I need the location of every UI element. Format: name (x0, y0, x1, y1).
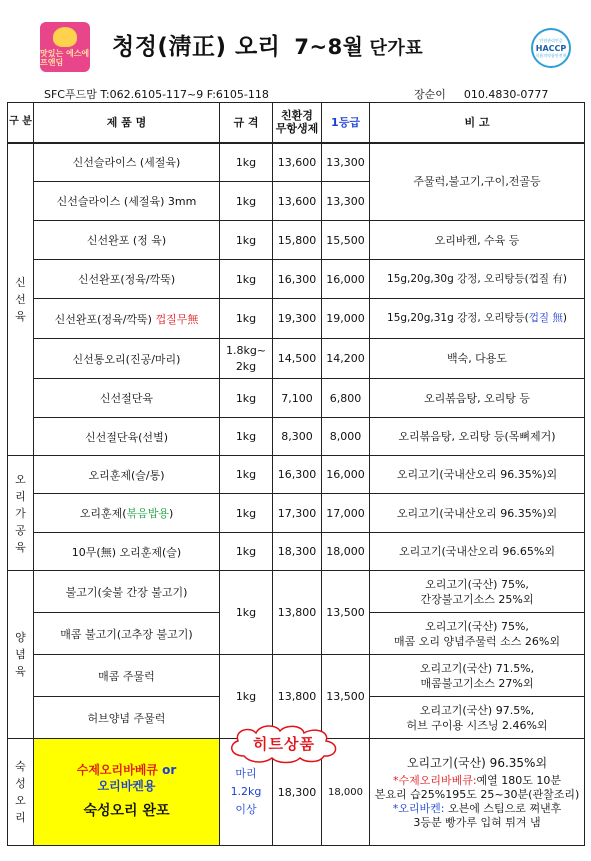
note (370, 299, 585, 339)
col-note: 비 고 (370, 103, 585, 143)
note-main: 오리고기(국산) 96.35%외 (406, 756, 548, 770)
haccp-seal-icon (531, 28, 571, 68)
grade-price: 16,000 (322, 260, 370, 299)
note-line: 오리고기(국산) 75%, (425, 619, 529, 633)
spec (220, 339, 273, 379)
col-eco-line2: 무항생제 (275, 122, 319, 136)
note-blue: *오리바켄: (392, 802, 445, 815)
table-row (8, 221, 585, 260)
note-line: 오리고기(국산) 75%, (425, 577, 529, 591)
spec-line: 이상 (235, 803, 257, 816)
note-blue: 껍질 無 (528, 312, 563, 324)
note (370, 697, 585, 739)
product-name-red: 껍질무無 (155, 312, 199, 326)
product-name: 불고기(숯불 간장 불고기) (34, 571, 220, 613)
table-row (8, 339, 585, 379)
manager-phone: 010.4830-0777 (463, 88, 549, 101)
product-name-green: 볶음밥용 (126, 507, 169, 520)
table-row (8, 655, 585, 697)
section-processed (8, 456, 34, 571)
section-char: 념 (15, 648, 26, 661)
grade-price: 8,000 (322, 418, 370, 456)
grade-price: 18,000 (322, 739, 370, 846)
featured-product (34, 739, 220, 846)
note (370, 655, 585, 697)
eco-price: 13,600 (273, 182, 322, 221)
note-line: 본요리 습25%195도 25~30분(관찰조리) (374, 788, 580, 801)
section-char: 숙 (15, 760, 26, 773)
product-name: 신선통오리(진공/마리) (34, 339, 220, 379)
col-category: 구 분 (8, 103, 34, 143)
section-char: 오 (15, 472, 26, 486)
eco-price: 14,500 (273, 339, 322, 379)
eco-price: 7,100 (273, 379, 322, 418)
eco-price: 18,300 (273, 739, 322, 846)
section-char: 신 (15, 275, 26, 289)
product-name (34, 299, 220, 339)
note-red: *수제오리바베큐: (392, 774, 477, 787)
note: 오리볶음탕, 오리탕 등 (370, 379, 585, 418)
spec: 1kg (220, 221, 273, 260)
note: 주물럭,불고기,구이,전골등 (370, 143, 585, 221)
spec: 1kg (220, 379, 273, 418)
title-tag: 단가표 (369, 38, 424, 59)
section-char: 리 (15, 811, 26, 824)
spec: 1kg (220, 260, 273, 299)
product-name: 신선절단육 (34, 379, 220, 418)
eco-price: 19,300 (273, 299, 322, 339)
spec-line: 1.2kg (230, 785, 262, 798)
haccp-main-text: HACCP (535, 43, 567, 53)
section-seasoned (8, 571, 34, 739)
manager-name: 장순이 (414, 88, 446, 101)
note-line (370, 802, 584, 816)
spec-line: 2kg (235, 359, 257, 373)
hit-product-badge (222, 722, 346, 764)
product-name: 매콤 불고기(고추장 불고기) (34, 613, 220, 655)
product-name: 신선슬라이스 (세절육) 3mm (34, 182, 220, 221)
table-header-row (8, 103, 585, 143)
section-char: 가 (15, 506, 26, 520)
grade-price: 13,300 (322, 182, 370, 221)
note (370, 571, 585, 613)
note: 백숙, 다용도 (370, 339, 585, 379)
note-line: 매콤불고기소스 27%외 (420, 676, 534, 690)
spec-line: 1.8kg~ (225, 343, 267, 357)
haccp-top-text: 안전관리인증 (539, 37, 563, 43)
spec: 1kg (220, 571, 273, 655)
section-char: 육 (15, 309, 26, 323)
table-row (8, 456, 585, 494)
product-name: 신선완포(정육/깍뚝) (34, 260, 220, 299)
table-row (8, 260, 585, 299)
contact-info: SFC푸드맘 T:062.6105-117~9 F:6105-118 (44, 88, 269, 101)
product-name: 신선절단육(선별) (34, 418, 220, 456)
spec: 1kg (220, 494, 273, 533)
grade-price: 16,000 (322, 456, 370, 494)
product-name: 매콤 주물럭 (34, 655, 220, 697)
spec: 1kg (220, 182, 273, 221)
col-eco-line1: 친환경 (281, 109, 313, 123)
col-grade: 1등급 (322, 103, 370, 143)
spec: 1kg (220, 456, 273, 494)
section-aged (8, 739, 34, 846)
featured-name-1: 수제오리바베큐 (76, 763, 158, 777)
section-char: 성 (15, 777, 26, 790)
logo-text: 맛있는 에스에프앤딤 (40, 49, 90, 67)
section-fresh (8, 143, 34, 456)
eco-price: 8,300 (273, 418, 322, 456)
table-row (8, 418, 585, 456)
grade-price: 13,500 (322, 655, 370, 739)
table-row (8, 143, 585, 182)
note (370, 739, 585, 846)
product-name: 신선슬라이스 (세절육) (34, 143, 220, 182)
col-eco (273, 103, 322, 143)
note: 오리볶음탕, 오리탕 등(목뼈제거) (370, 418, 585, 456)
note-text: 오븐에 스팀으로 쪄낸후 (444, 802, 562, 815)
featured-name-2: 오리바켄용 (97, 779, 156, 793)
section-char: 공 (15, 523, 26, 537)
grade-price: 17,000 (322, 494, 370, 533)
company-logo (40, 22, 90, 72)
note: 오리바켄, 수육 등 (370, 221, 585, 260)
col-spec: 규 격 (220, 103, 273, 143)
haccp-bottom-text: 식품의약품안전처 (535, 52, 567, 58)
product-name: 신선완포 (정 육) (34, 221, 220, 260)
table-row (8, 494, 585, 533)
title-period: 7~8월 (294, 35, 364, 59)
eco-price: 16,300 (273, 260, 322, 299)
note-line: 오리고기(국산) 97.5%, (419, 703, 535, 717)
table-row (8, 533, 585, 571)
spec: 1kg (220, 533, 273, 571)
note: 오리고기(국내산오리 96.35%)외 (370, 456, 585, 494)
note (370, 613, 585, 655)
note-line: 매콤 오리 양념주물럭 소스 26%외 (394, 634, 560, 648)
product-name: 10무(無) 오리훈제(슬) (34, 533, 220, 571)
spec: 1kg (220, 418, 273, 456)
eco-price: 18,300 (273, 533, 322, 571)
spec: 1kg (220, 143, 273, 182)
grade-price: 18,000 (322, 533, 370, 571)
grade-price: 19,000 (322, 299, 370, 339)
note-line: 간장불고기소스 25%외 (420, 592, 534, 606)
note-text: 15g,20g,31g 강정, 오리탕등( (387, 312, 529, 324)
note: 오리고기(국내산오리 96.35%)외 (370, 494, 585, 533)
note: 15g,20g,30g 강정, 오리탕등(껍질 有) (370, 260, 585, 299)
manager-info (414, 86, 548, 102)
note-end: ) (562, 312, 567, 324)
badge-label: 히트상품 (253, 734, 315, 753)
grade-price: 13,300 (322, 143, 370, 182)
section-char: 오 (15, 794, 26, 807)
section-char: 선 (15, 292, 26, 306)
spec: 1kg (220, 655, 273, 739)
note: 오리고기(국내산오리 96.65%외 (370, 533, 585, 571)
title-main: 청정(淸正) 오리 (112, 34, 281, 60)
featured-line1 (34, 762, 219, 778)
eco-price: 13,600 (273, 143, 322, 182)
spec: 1kg (220, 299, 273, 339)
note-line: 허브 구이용 시즈닝 2.46%외 (406, 718, 548, 732)
grade-price: 15,500 (322, 221, 370, 260)
note-line: 3등분 빵가루 입혀 튀겨 냄 (413, 816, 541, 829)
product-name-text: 신선완포(정육/깍뚝) (54, 312, 152, 326)
note-text: 예열 180도 10분 (476, 774, 562, 787)
eco-price: 13,800 (273, 655, 322, 739)
product-name: 허브양념 주물럭 (34, 697, 220, 739)
featured-name-3: 숙성오리 완포 (83, 803, 170, 819)
product-name: 오리훈제(슬/통) (34, 456, 220, 494)
table-row (8, 379, 585, 418)
col-product: 제 품 명 (34, 103, 220, 143)
grade-price: 13,500 (322, 571, 370, 655)
section-char: 육 (15, 665, 26, 678)
table-row (8, 571, 585, 613)
product-name-text: 오리훈제( (79, 507, 127, 520)
featured-or: or (162, 763, 177, 777)
eco-price: 15,800 (273, 221, 322, 260)
eco-price: 13,800 (273, 571, 322, 655)
section-char: 리 (15, 489, 26, 503)
section-char: 육 (15, 540, 26, 554)
header (0, 0, 591, 100)
product-name (34, 494, 220, 533)
table-row (8, 299, 585, 339)
eco-price: 17,300 (273, 494, 322, 533)
note-line: 오리고기(국산) 71.5%, (419, 661, 535, 675)
note-line (370, 774, 584, 788)
spec-line: 마리 (235, 767, 257, 780)
grade-price: 6,800 (322, 379, 370, 418)
heart-icon (53, 27, 77, 47)
product-name-end: ) (169, 507, 174, 520)
page-title (112, 28, 423, 61)
grade-price: 14,200 (322, 339, 370, 379)
section-char: 양 (15, 631, 26, 644)
eco-price: 16,300 (273, 456, 322, 494)
